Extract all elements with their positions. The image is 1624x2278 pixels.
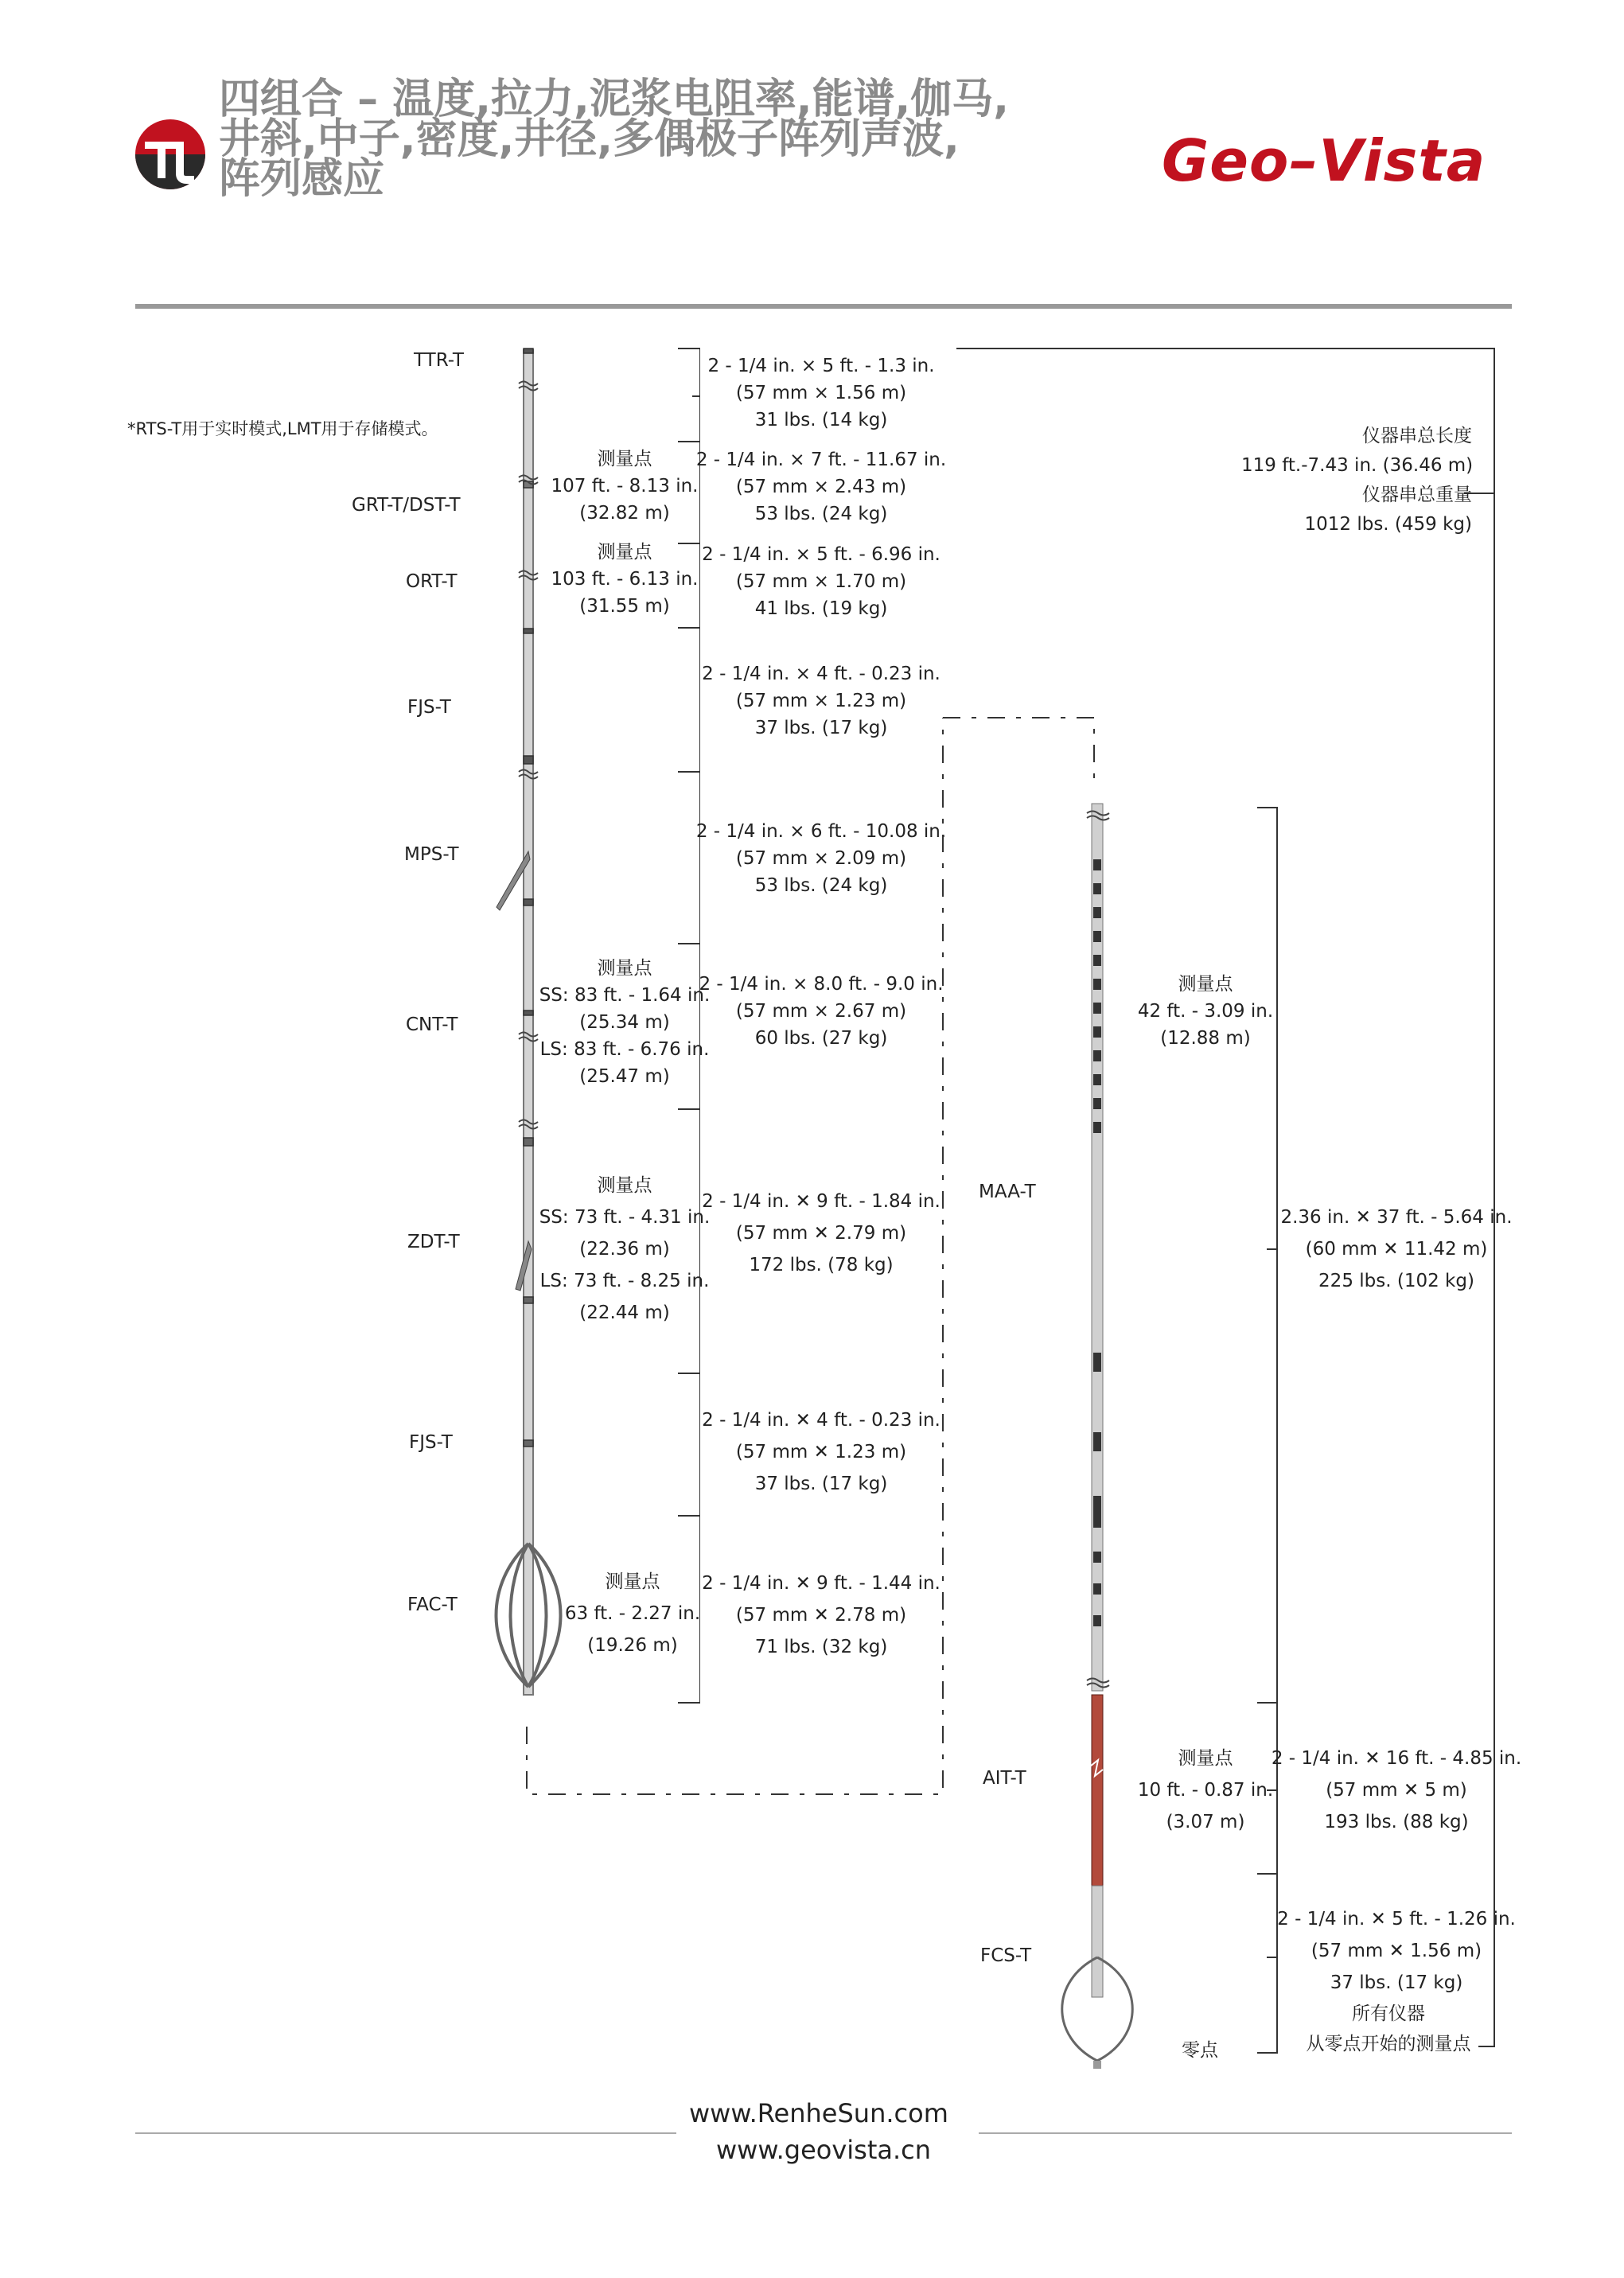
spec-size: 2 - 1/4 in. × 7 ft. - 11.67 in. xyxy=(695,450,947,470)
tool-label-grt-t: GRT-T/DST-T xyxy=(352,495,461,516)
mp-value: 107 ft. - 8.13 in. xyxy=(551,476,699,496)
tool-label-ort-t: ORT-T xyxy=(406,571,458,592)
tool-label-cnt-t: CNT-T xyxy=(406,1014,458,1035)
page-title xyxy=(219,76,1009,203)
tool-label-fac-t: FAC-T xyxy=(407,1595,458,1615)
total-length-value: 119 ft.-7.43 in. (36.46 m) xyxy=(1241,455,1474,476)
spec-size: 2 - 1/4 in. × 4 ft. - 0.23 in. xyxy=(702,664,941,684)
mp-metric: (19.26 m) xyxy=(587,1635,678,1656)
tool-label-fjs-t: FJS-T xyxy=(407,697,451,718)
spec-weight: 37 lbs. (17 kg) xyxy=(754,1474,888,1494)
mp-title: 测量点 xyxy=(597,449,652,469)
tool-label-mps-t: MPS-T xyxy=(404,844,459,865)
spec-weight: 193 lbs. (88 kg) xyxy=(1324,1812,1469,1832)
spec-weight: 225 lbs. (102 kg) xyxy=(1318,1271,1474,1291)
tool-label-ttr-t: TTR-T xyxy=(414,350,464,371)
mp-metric: (22.44 m) xyxy=(579,1303,670,1323)
spec-metric: (57 mm × 1.56 m) xyxy=(735,383,907,403)
spec-metric: (57 mm × 1.23 m) xyxy=(735,691,907,711)
total-weight-label: 仪器串总重量 xyxy=(1362,485,1472,505)
tool-label-zdt-t: ZDT-T xyxy=(407,1232,460,1252)
brand-logo: Geo–Vista xyxy=(1162,127,1486,194)
footer-link-geovista[interactable]: www.geovista.cn xyxy=(716,2135,932,2165)
footer-link-renhesun[interactable]: www.RenheSun.com xyxy=(689,2098,948,2128)
spec-metric: (57 mm × 1.70 m) xyxy=(735,571,907,592)
mp-metric: (25.47 m) xyxy=(579,1066,670,1087)
tool-label-fcs-t: FCS-T xyxy=(980,1945,1032,1966)
spec-metric: (57 mm × 2.43 m) xyxy=(735,477,907,497)
mp-metric: (31.55 m) xyxy=(579,596,670,617)
spec-metric: (57 mm ✕ 2.79 m) xyxy=(735,1223,907,1244)
spec-weight: 53 lbs. (24 kg) xyxy=(754,875,888,896)
spec-weight: 41 lbs. (19 kg) xyxy=(754,598,888,619)
title-line: 阵列感应 xyxy=(219,155,385,203)
zero-point-label: 零点 xyxy=(1182,2040,1218,2061)
mp-value: SS: 83 ft. - 1.64 in. xyxy=(539,985,711,1006)
mp-metric: (22.36 m) xyxy=(579,1239,670,1260)
title-line: 四组合 – 温度,拉力,泥浆电阻率,能谱,伽马, xyxy=(219,76,1009,123)
right-dimension-bracket xyxy=(1249,796,1281,2061)
mp-value: 10 ft. - 0.87 in. xyxy=(1137,1780,1274,1801)
tool-label-fjs-t: FJS-T xyxy=(409,1432,453,1453)
mp-title: 测量点 xyxy=(1178,974,1233,995)
spec-size: 2.36 in. ✕ 37 ft. - 5.64 in. xyxy=(1280,1207,1513,1228)
title-line: 井斜,中子,密度,井径,多偶极子阵列声波, xyxy=(219,115,960,163)
mp-title: 测量点 xyxy=(1178,1748,1233,1769)
mp-title: 测量点 xyxy=(597,958,652,979)
spec-size: 2 - 1/4 in. ✕ 16 ft. - 4.85 in. xyxy=(1271,1748,1522,1769)
spec-weight: 53 lbs. (24 kg) xyxy=(754,504,888,524)
spec-ort-t xyxy=(694,541,948,622)
tool-label-maa-t: MAA-T xyxy=(979,1182,1036,1202)
spec-metric: (57 mm ✕ 1.56 m) xyxy=(1310,1941,1482,1961)
spec-weight: 172 lbs. (78 kg) xyxy=(749,1255,894,1275)
total-length-weight xyxy=(1241,422,1472,539)
mp-value: 63 ft. - 2.27 in. xyxy=(564,1603,701,1624)
total-length-label: 仪器串总长度 xyxy=(1362,426,1472,446)
spec-size: 2 - 1/4 in. ✕ 5 ft. - 1.26 in. xyxy=(1277,1909,1516,1929)
zero-note-line: 从零点开始的测量点 xyxy=(1306,2034,1471,2054)
mp-metric: (32.82 m) xyxy=(579,503,670,524)
mp-title: 测量点 xyxy=(605,1571,660,1592)
mp-title: 测量点 xyxy=(597,542,652,563)
footnote-text: *RTS-T用于实时模式,LMT用于存储模式。 xyxy=(127,419,438,438)
mp-metric: (3.07 m) xyxy=(1166,1812,1245,1832)
spec-weight: 37 lbs. (17 kg) xyxy=(1330,1972,1463,1993)
spec-size: 2 - 1/4 in. × 5 ft. - 6.96 in. xyxy=(702,544,941,565)
footer-divider-left xyxy=(135,2132,676,2134)
spec-weight: 71 lbs. (32 kg) xyxy=(754,1637,888,1657)
spec-size: 2 - 1/4 in. × 8.0 ft. - 9.0 in. xyxy=(699,974,944,995)
zero-point-note xyxy=(1269,1999,1508,2059)
mp-value: SS: 73 ft. - 4.31 in. xyxy=(539,1207,711,1228)
spec-weight: 60 lbs. (27 kg) xyxy=(754,1028,888,1049)
spec-size: 2 - 1/4 in. × 6 ft. - 10.08 in. xyxy=(695,821,947,842)
spec-fcs-t xyxy=(1269,1903,1524,1999)
spec-size: 2 - 1/4 in. ✕ 9 ft. - 1.44 in. xyxy=(702,1573,941,1594)
tool-label-ait-t: AIT-T xyxy=(983,1768,1026,1789)
spec-weight: 37 lbs. (17 kg) xyxy=(754,718,888,738)
spec-grt-t xyxy=(694,446,948,528)
spec-metric: (57 mm ✕ 2.78 m) xyxy=(735,1605,907,1626)
spec-ttr-t xyxy=(694,352,948,434)
spec-size: 2 - 1/4 in. × 5 ft. - 1.3 in. xyxy=(707,356,935,376)
spec-size: 2 - 1/4 in. ✕ 9 ft. - 1.84 in. xyxy=(702,1191,941,1212)
mp-metric: (12.88 m) xyxy=(1160,1028,1251,1049)
spec-size: 2 - 1/4 in. ✕ 4 ft. - 0.23 in. xyxy=(702,1410,941,1431)
spec-metric: (57 mm ✕ 1.23 m) xyxy=(735,1442,907,1462)
mp-metric: (25.34 m) xyxy=(579,1012,670,1033)
total-weight-value: 1012 lbs. (459 kg) xyxy=(1304,514,1472,535)
mp-value: 42 ft. - 3.09 in. xyxy=(1137,1001,1274,1022)
spec-weight: 31 lbs. (14 kg) xyxy=(754,410,888,430)
company-logo xyxy=(134,118,207,191)
mp-value: 103 ft. - 6.13 in. xyxy=(551,569,699,590)
spec-metric: (57 mm × 2.67 m) xyxy=(735,1001,907,1022)
zero-note-line: 所有仪器 xyxy=(1352,2003,1425,2024)
spec-metric: (57 mm × 2.09 m) xyxy=(735,848,907,869)
header-divider xyxy=(135,304,1512,309)
mp-value: LS: 73 ft. - 8.25 in. xyxy=(539,1271,710,1291)
mp-title: 测量点 xyxy=(597,1175,652,1196)
spec-maa-t xyxy=(1269,1201,1524,1297)
spec-ait-t xyxy=(1265,1743,1528,1838)
footer-divider-right xyxy=(979,2132,1512,2134)
spec-metric: (60 mm ✕ 11.42 m) xyxy=(1305,1239,1488,1260)
mp-value: LS: 83 ft. - 6.76 in. xyxy=(539,1039,710,1060)
spec-metric: (57 mm ✕ 5 m) xyxy=(1326,1780,1467,1801)
